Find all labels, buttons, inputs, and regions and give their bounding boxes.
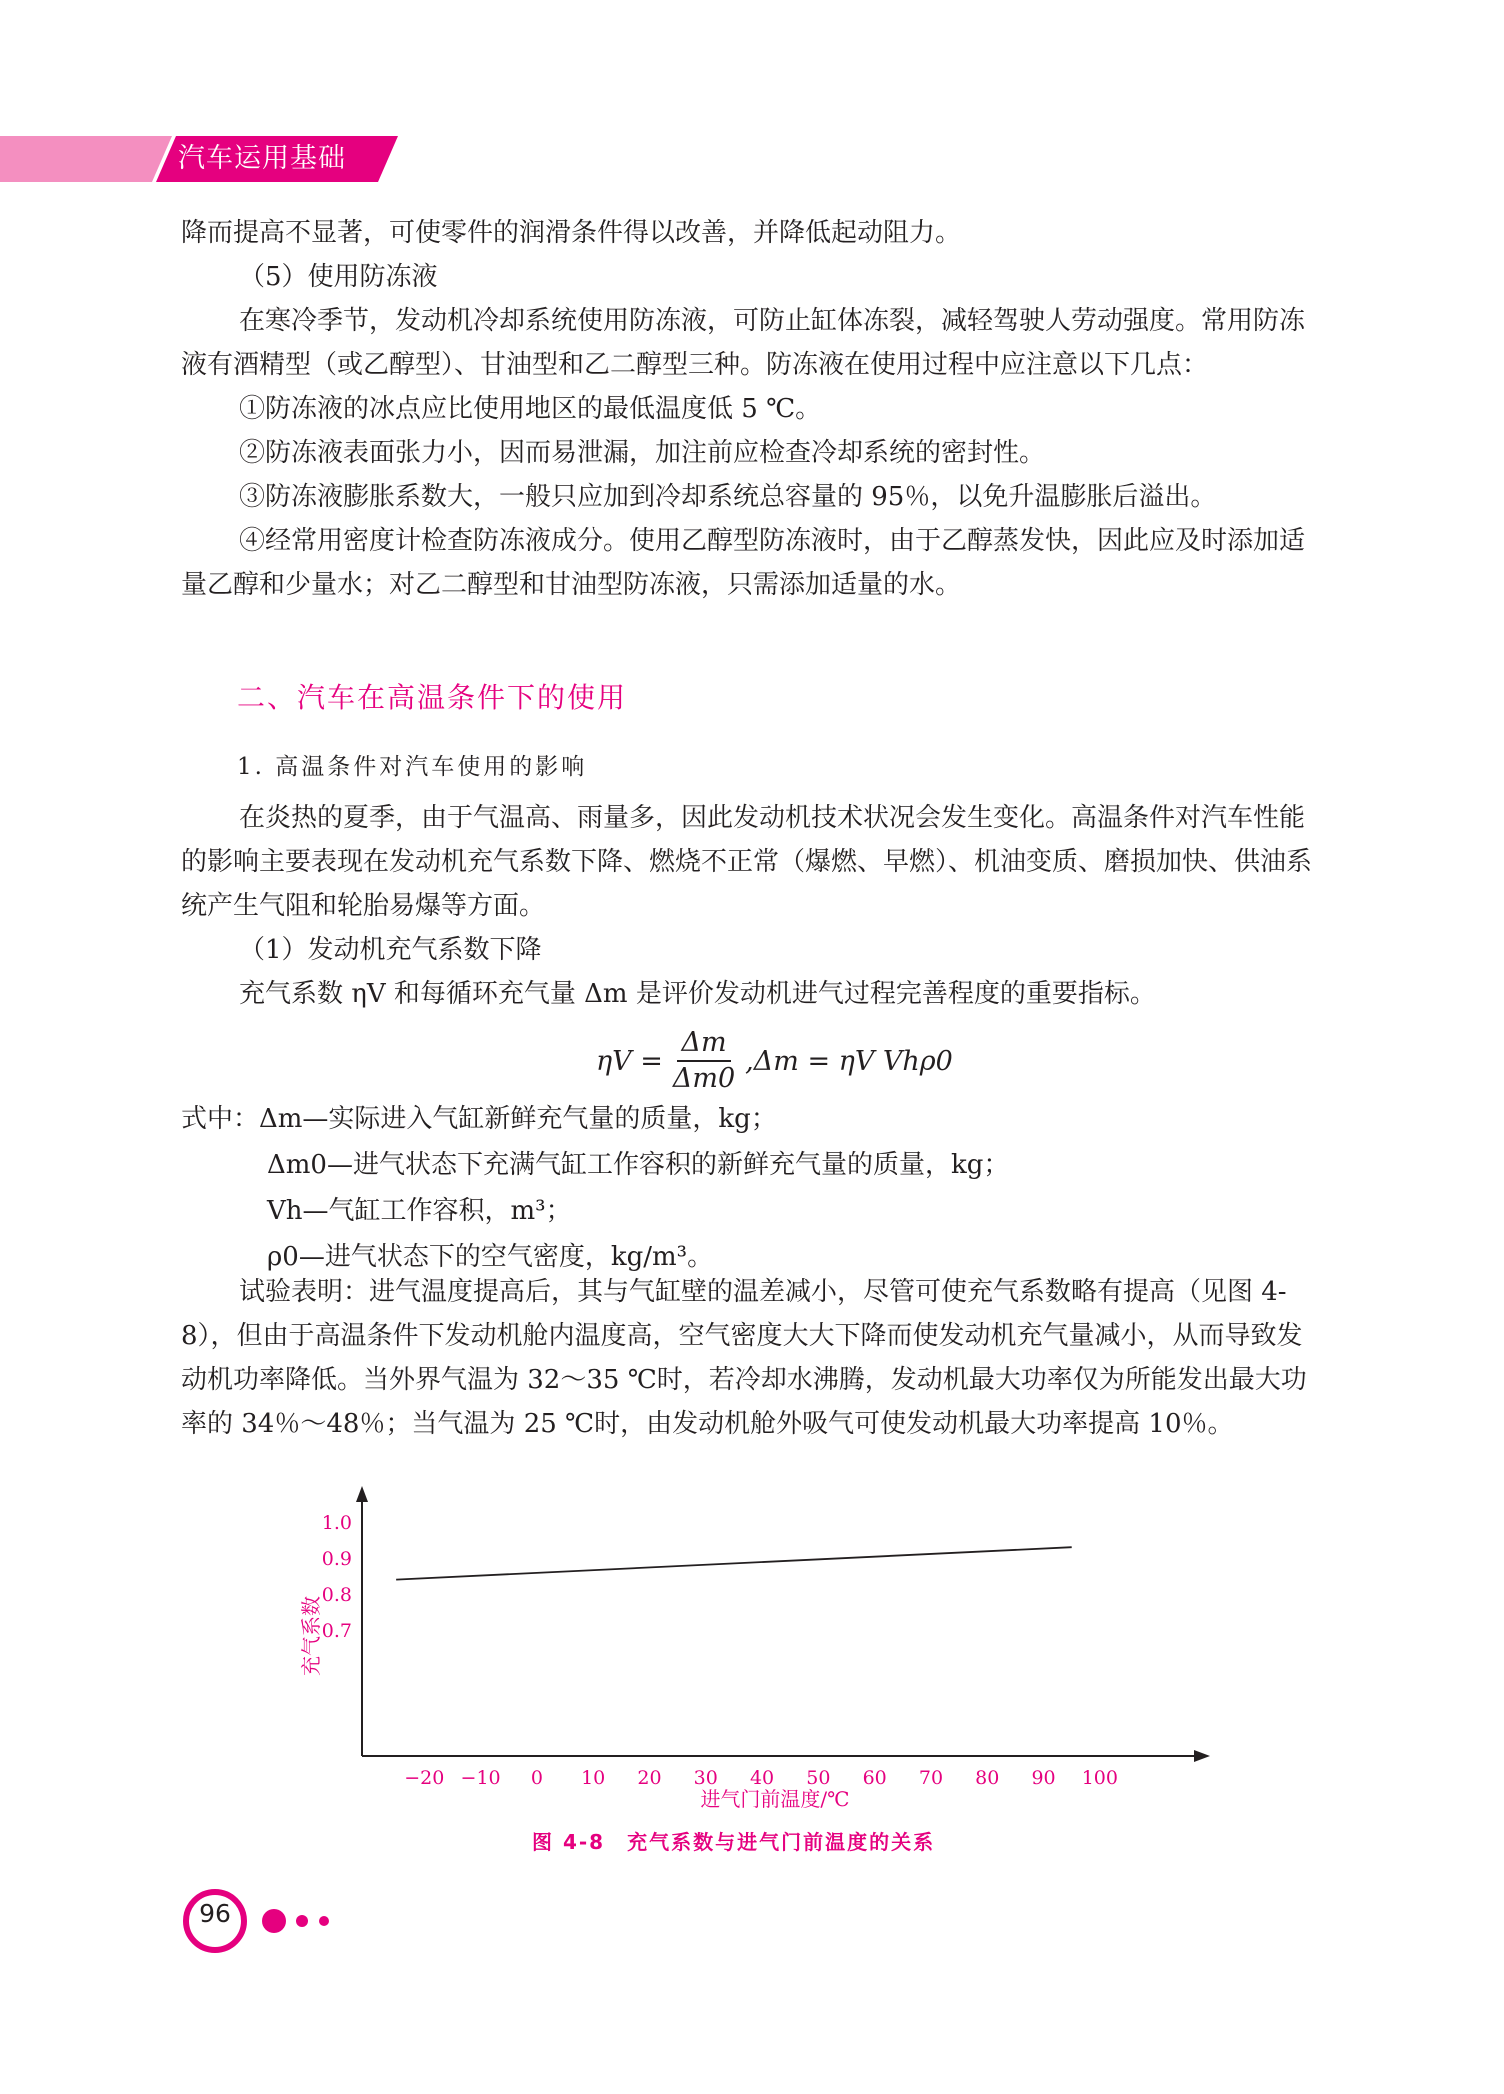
x-tick-label: −10 (460, 1767, 501, 1789)
x-tick-label: 40 (749, 1767, 775, 1789)
chart-series (396, 1547, 1072, 1579)
paragraph: 降而提高不显著，可使零件的润滑条件得以改善，并降低起动阻力。 (181, 218, 962, 248)
paragraph: ④经常用密度计检查防冻液成分。使用乙醇型防冻液时，由于乙醇蒸发快，因此应及时添加适量乙醇和少量水；对乙二醇型和甘油型防冻液，只需添加适量的水。 (181, 526, 1306, 600)
formula (596, 1026, 953, 1096)
x-tick-label: 70 (918, 1767, 944, 1789)
y-tick-label: 0.7 (321, 1620, 352, 1642)
section-text (181, 796, 1321, 1016)
x-tick-label: 80 (975, 1767, 1000, 1789)
y-tick-label: 1.0 (321, 1512, 352, 1534)
paragraph: 充气系数 ηV 和每循环充气量 Δm 是评价发动机进气过程完善程度的重要指标。 (239, 979, 1156, 1009)
y-tick-labels (322, 1512, 352, 1642)
chart-axes (356, 1486, 1210, 1762)
paragraph: ②防冻液表面张力小，因而易泄漏，加注前应检查冷却系统的密封性。 (239, 438, 1046, 468)
x-tick-label: 10 (581, 1767, 606, 1789)
paragraph: （1）发动机充气系数下降 (239, 935, 542, 965)
formula-numerator: Δm (677, 1026, 730, 1062)
x-axis-arrow (1194, 1750, 1210, 1762)
x-tick-label: 20 (637, 1767, 662, 1789)
formula-fraction (669, 1026, 739, 1096)
paragraph: 试验表明：进气温度提高后，其与气缸壁的温差减小，尽管可使充气系数略有提高（见图 4-8），但由于高温条件下发动机舱内温度高，空气密度大大下降而使发动机充气量减小，从而导致发动机功率降低。当外界气温为 32～35 ℃时，若冷却水沸腾，发动机最大功率仅为所能发出最大功率的 34％～48％；当气温为 25 ℃时，由发动机舱外吸气可使发动机最大功率提高 10％。 (181, 1277, 1307, 1439)
paragraph: （5）使用防冻液 (239, 262, 438, 292)
paragraph: ③防冻液膨胀系数大，一般只应加到冷却系统总容量的 95％，以免升温膨胀后溢出。 (239, 482, 1217, 512)
section-title: 二、汽车在高温条件下的使用 (237, 681, 628, 714)
definition-lead: 式中：Δm—实际进入气缸新鲜充气量的质量，kg； (181, 1104, 777, 1134)
definition-item: Δm0—进气状态下充满气缸工作容积的新鲜充气量的质量，kg； (267, 1150, 1010, 1180)
x-tick-label: 30 (693, 1767, 718, 1789)
x-tick-label: 50 (806, 1767, 831, 1789)
x-tick-label: 100 (1081, 1767, 1118, 1789)
formula-lhs: ηV = (596, 1045, 663, 1077)
x-tick-labels (404, 1767, 1118, 1789)
subsection-title: 1. 高温条件对汽车使用的影响 (237, 754, 588, 780)
paragraph: 在寒冷季节，发动机冷却系统使用防冻液，可防止缸体冻裂，减轻驾驶人劳动强度。常用防冻液有酒精型（或乙醇型）、甘油型和乙二醇型三种。防冻液在使用过程中应注意以下几点： (181, 306, 1306, 380)
definition-item: ρ0—进气状态下的空气密度，kg/m³。 (267, 1242, 714, 1272)
chart-figure (280, 1486, 1240, 1820)
y-tick-label: 0.9 (321, 1548, 352, 1570)
x-tick-label: −20 (404, 1767, 445, 1789)
x-tick-label: 60 (862, 1767, 887, 1789)
formula-rhs: ,Δm = ηV Vhρ0 (745, 1045, 953, 1077)
paragraph: ①防冻液的冰点应比使用地区的最低温度低 5 ℃。 (239, 394, 822, 424)
x-tick-label: 90 (1031, 1767, 1056, 1789)
x-tick-label: 0 (530, 1767, 543, 1789)
y-axis-label: 充气系数 (299, 1596, 323, 1676)
formula-denominator: Δm0 (672, 1063, 736, 1094)
header-title: 汽车运用基础 (178, 143, 346, 174)
definition-item: Vh—气缸工作容积，m³； (267, 1196, 572, 1226)
chart-svg (280, 1486, 1240, 1816)
page-number: 96 (199, 1899, 231, 1928)
x-axis-label: 进气门前温度/℃ (700, 1787, 850, 1811)
test-text (181, 1270, 1321, 1446)
formula-definitions (181, 1096, 1321, 1280)
figure-caption: 图 4-8 充气系数与进气门前温度的关系 (532, 1830, 936, 1854)
intro-text (181, 211, 1321, 607)
series-line (396, 1547, 1072, 1579)
y-axis-arrow (356, 1486, 368, 1502)
y-tick-label: 0.8 (321, 1584, 352, 1606)
paragraph: 在炎热的夏季，由于气温高、雨量多，因此发动机技术状况会发生变化。高温条件对汽车性能的影响主要表现在发动机充气系数下降、燃烧不正常（爆燃、早燃）、机油变质、磨损加快、供油系统产生气阻和轮胎易爆等方面。 (181, 803, 1313, 921)
